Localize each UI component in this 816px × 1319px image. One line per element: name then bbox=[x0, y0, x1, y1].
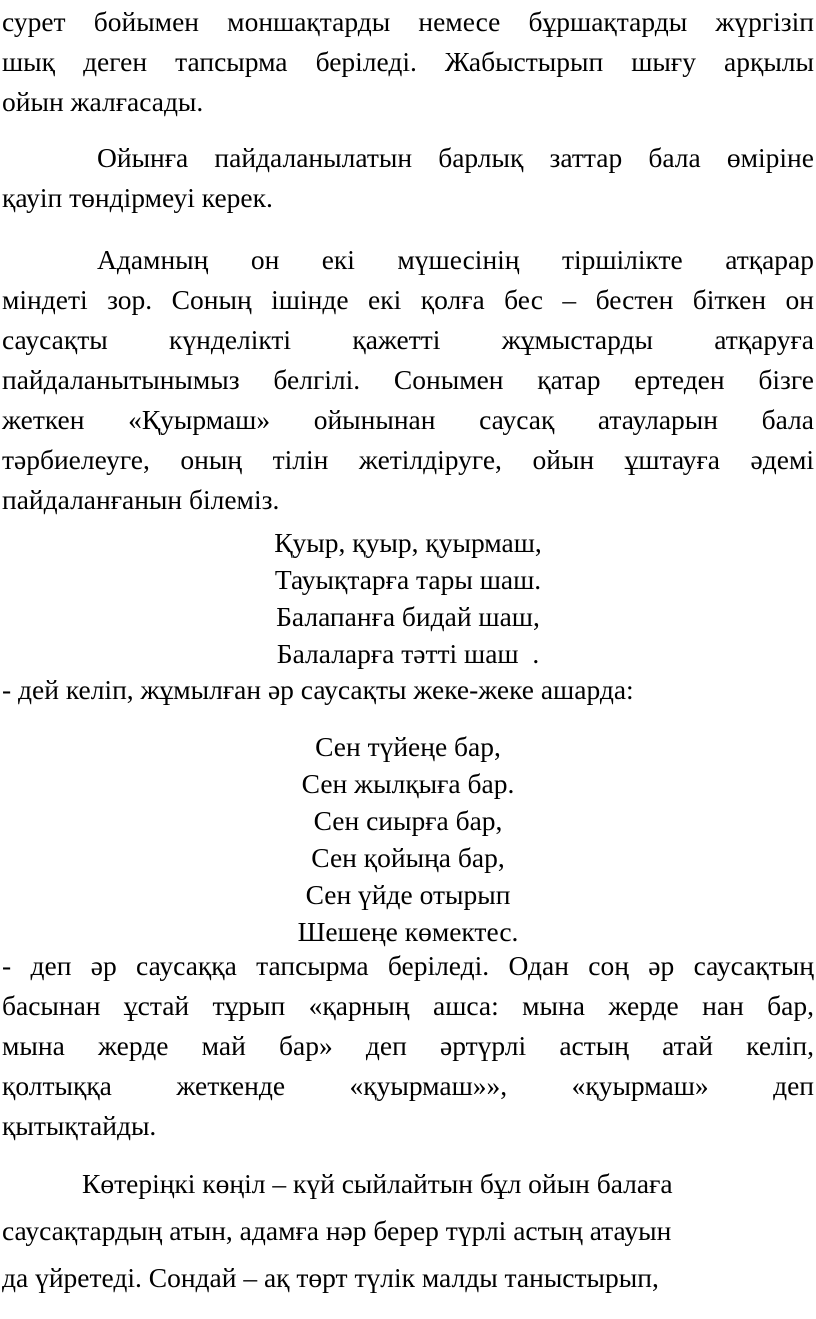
text-line: - дей келіп, жұмылған әр саусақты жеке-жеке ашарда: bbox=[2, 674, 634, 705]
paragraph-transition bbox=[2, 670, 814, 710]
text-line: саусақтардың атын, адамға нәр берер түрлі астың атауын bbox=[2, 1215, 672, 1246]
poem-line: Сен сиырға бар, bbox=[313, 805, 503, 836]
text-line: қолтыққа жеткенде «қуырмаш»», «қуырмаш» деп bbox=[2, 1070, 814, 1101]
paragraph-2 bbox=[2, 138, 814, 218]
text-line: мына жерде май бар» деп әртүрлі астың атай келіп, bbox=[2, 1030, 814, 1061]
text-line: саусақты күнделікті қажетті жұмыстарды атқаруға bbox=[2, 324, 814, 355]
poem-line: Сен қойыңа бар, bbox=[311, 842, 505, 873]
text-line: қауіп төндірмеуі керек. bbox=[2, 182, 273, 213]
poem-1 bbox=[0, 524, 816, 672]
paragraph-4 bbox=[2, 946, 814, 1146]
text-line: жеткен «Қуырмаш» ойынынан саусақ атауларын бала bbox=[2, 404, 814, 435]
poem-line: Қуыр, қуыр, қуырмаш, bbox=[274, 527, 542, 558]
text-line: Адамның он екі мүшесінің тіршілікте атқарар bbox=[97, 244, 814, 275]
text-line: Көтеріңкі көңіл – күй сыйлайтын бұл ойын балаға bbox=[82, 1168, 673, 1199]
poem-line: Сен үйде отырып bbox=[305, 879, 511, 910]
text-line: шық деген тапсырма беріледі. Жабыстырып шығу арқылы bbox=[2, 46, 814, 77]
poem-line: Шешеңе көмектес. bbox=[297, 916, 519, 947]
text-line: пайдаланғанын білеміз. bbox=[2, 484, 280, 515]
text-line: да үйретеді. Сондай – ақ төрт түлік малды таныстырып, bbox=[2, 1262, 659, 1293]
text-line: сурет бойымен моншақтарды немесе бұршақтарды жүргізіп bbox=[2, 6, 814, 37]
paragraph-3 bbox=[2, 240, 814, 520]
text-line: міндеті зор. Соның ішінде екі қолға бес – бестен біткен он bbox=[2, 284, 814, 315]
poem-2 bbox=[0, 728, 816, 950]
text-line: ойын жалғасады. bbox=[2, 86, 204, 117]
poem-line: Тауықтарға тары шаш. bbox=[274, 564, 542, 595]
text-line: тәрбиелеуге, оның тілін жетілдіруге, ойын ұштауға әдемі bbox=[2, 444, 814, 475]
text-line: - деп әр саусаққа тапсырма беріледі. Одан соң әр саусақтың bbox=[2, 950, 814, 981]
paragraph-1 bbox=[2, 2, 814, 122]
text-line: қытықтайды. bbox=[2, 1110, 157, 1141]
poem-line: Сен түйеңе бар, bbox=[315, 731, 501, 762]
poem-line: Сен жылқыға бар. bbox=[301, 768, 515, 799]
poem-line: Балапанға бидай шаш, bbox=[276, 601, 540, 632]
text-line: басынан ұстай тұрып «қарның ашса: мына жерде нан бар, bbox=[2, 990, 814, 1021]
text-line: Ойынға пайдаланылатын барлық заттар бала өміріне bbox=[97, 142, 814, 173]
text-line: пайдаланытынымыз белгілі. Сонымен қатар ертеден бізге bbox=[2, 364, 814, 395]
poem-line: Балаларға тәтті шаш . bbox=[276, 638, 540, 669]
paragraph-5 bbox=[2, 1160, 814, 1301]
